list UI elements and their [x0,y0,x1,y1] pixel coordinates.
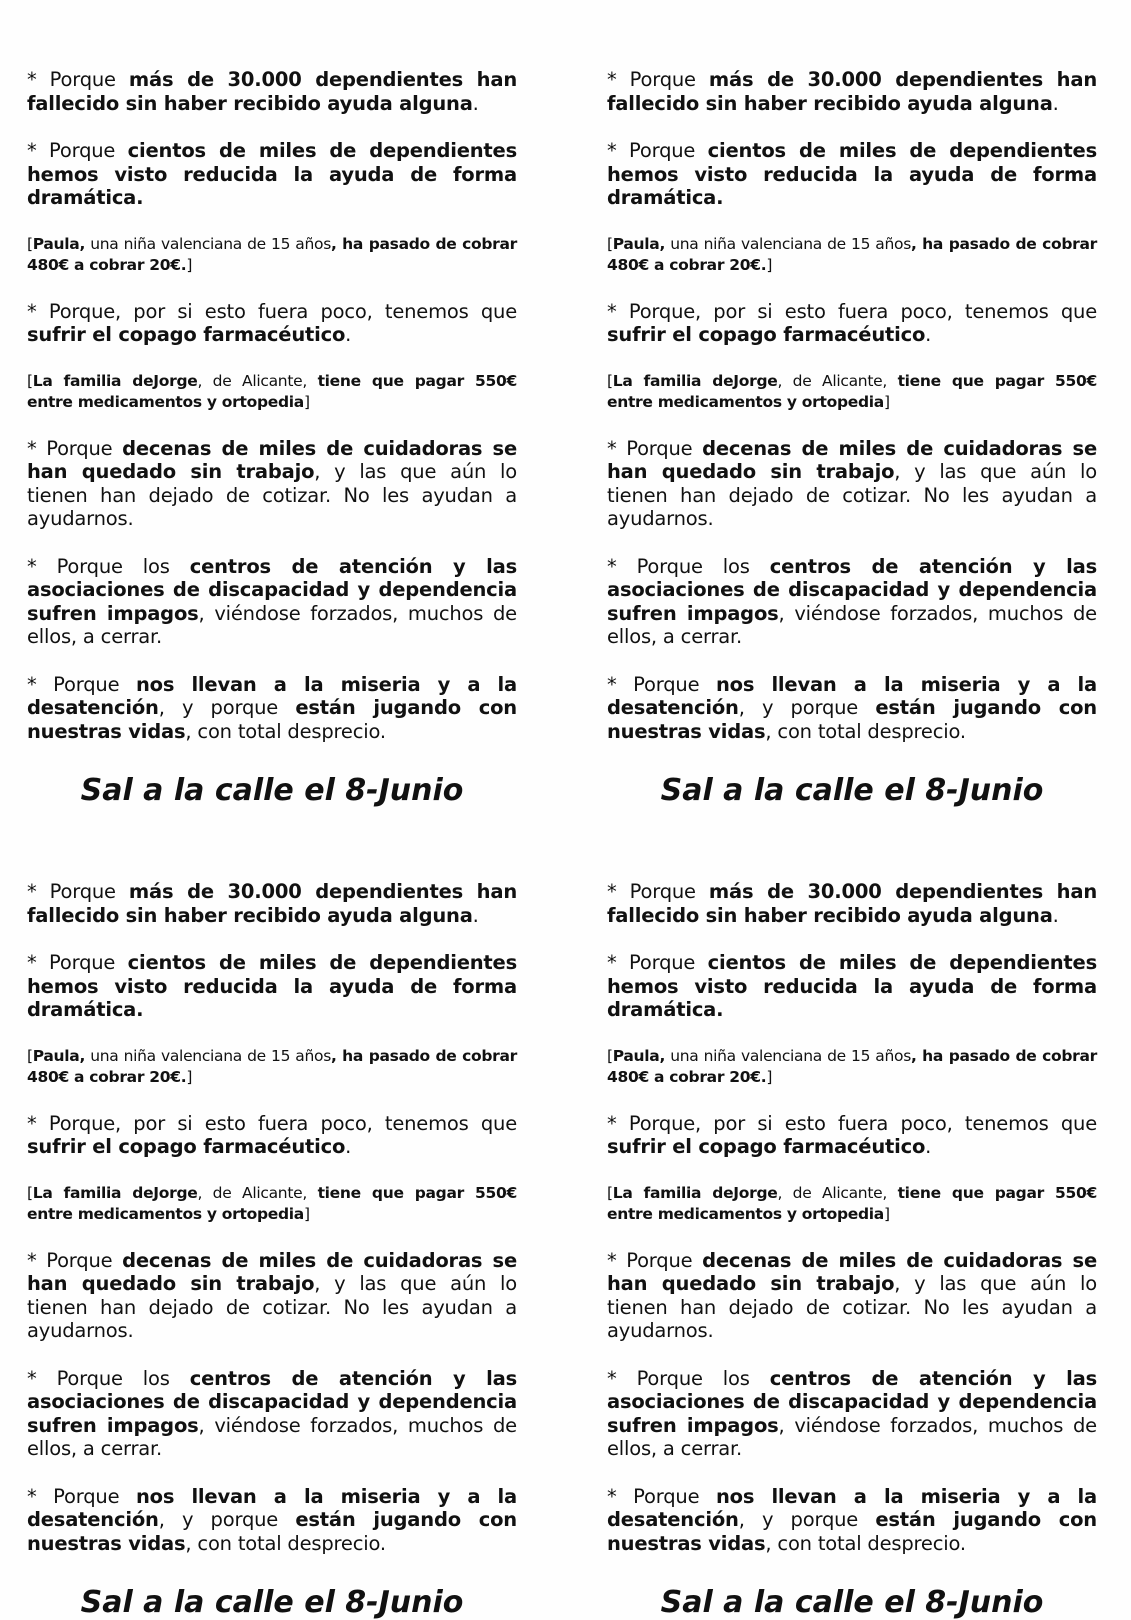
slogan: Sal a la calle el 8-Junio [80,1585,464,1620]
example-jorge: [La familia deJorge, de Alicante, tiene que pagar 550€ entre medicamentos y ortopedia] [27,371,517,411]
reason-6: * Porque nos llevan a la miseria y a la desatención, y porque están jugando con nuestras vidas, con total desprecio. [607,1484,1097,1555]
example-paula: [Paula, una niña valenciana de 15 años, ha pasado de cobrar 480€ a cobrar 20€.] [607,234,1097,274]
reason-2: * Porque cientos de miles de dependientes hemos visto reducida la ayuda de forma dramática. [607,139,1097,209]
reason-3: * Porque, por si esto fuera poco, tenemos que sufrir el copago farmacéutico. [607,1111,1097,1158]
reason-3: * Porque, por si esto fuera poco, tenemos que sufrir el copago farmacéutico. [27,299,517,346]
reason-4: * Porque decenas de miles de cuidadoras se han quedado sin trabajo, y las que aún lo tienen han dejado de cotizar. No les ayudan a ayudarnos. [607,1248,1097,1342]
slogan: Sal a la calle el 8-Junio [80,773,464,808]
example-paula: [Paula, una niña valenciana de 15 años, ha pasado de cobrar 480€ a cobrar 20€.] [607,1046,1097,1086]
reason-1: * Porque más de 30.000 dependientes han fallecido sin haber recibido ayuda alguna. [27,880,518,927]
example-paula: [Paula, una niña valenciana de 15 años, ha pasado de cobrar 480€ a cobrar 20€.] [27,1046,517,1086]
reason-3: * Porque, por si esto fuera poco, tenemos que sufrir el copago farmacéutico. [27,1111,517,1158]
example-paula: [Paula, una niña valenciana de 15 años, ha pasado de cobrar 480€ a cobrar 20€.] [27,234,517,274]
flyer-3 [27,880,517,1620]
reason-1: * Porque más de 30.000 dependientes han fallecido sin haber recibido ayuda alguna. [607,880,1098,927]
reason-4: * Porque decenas de miles de cuidadoras se han quedado sin trabajo, y las que aún lo tienen han dejado de cotizar. No les ayudan a ayudarnos. [27,436,517,530]
reason-1: * Porque más de 30.000 dependientes han fallecido sin haber recibido ayuda alguna. [607,68,1098,115]
reason-2: * Porque cientos de miles de dependientes hemos visto reducida la ayuda de forma dramática. [27,139,517,209]
reason-5: * Porque los centros de atención y las asociaciones de discapacidad y dependencia sufren impagos, viéndose forzados, muchos de ellos, a cerrar. [27,1366,518,1460]
reason-6: * Porque nos llevan a la miseria y a la desatención, y porque están jugando con nuestras vidas, con total desprecio. [607,672,1097,743]
flyer-2 [607,68,1097,808]
example-jorge: [La familia deJorge, de Alicante, tiene que pagar 550€ entre medicamentos y ortopedia] [607,1183,1097,1223]
slogan: Sal a la calle el 8-Junio [660,773,1044,808]
reason-4: * Porque decenas de miles de cuidadoras se han quedado sin trabajo, y las que aún lo tienen han dejado de cotizar. No les ayudan a ayudarnos. [607,436,1097,530]
slogan: Sal a la calle el 8-Junio [660,1585,1044,1620]
reason-2: * Porque cientos de miles de dependientes hemos visto reducida la ayuda de forma dramática. [607,951,1097,1021]
reason-5: * Porque los centros de atención y las asociaciones de discapacidad y dependencia sufren impagos, viéndose forzados, muchos de ellos, a cerrar. [607,554,1098,648]
reason-5: * Porque los centros de atención y las asociaciones de discapacidad y dependencia sufren impagos, viéndose forzados, muchos de ellos, a cerrar. [27,554,518,648]
flyer-4 [607,880,1097,1620]
reason-4: * Porque decenas de miles de cuidadoras se han quedado sin trabajo, y las que aún lo tienen han dejado de cotizar. No les ayudan a ayudarnos. [27,1248,517,1342]
reason-1: * Porque más de 30.000 dependientes han fallecido sin haber recibido ayuda alguna. [27,68,518,115]
reason-2: * Porque cientos de miles de dependientes hemos visto reducida la ayuda de forma dramática. [27,951,517,1021]
reason-5: * Porque los centros de atención y las asociaciones de discapacidad y dependencia sufren impagos, viéndose forzados, muchos de ellos, a cerrar. [607,1366,1098,1460]
reason-6: * Porque nos llevan a la miseria y a la desatención, y porque están jugando con nuestras vidas, con total desprecio. [27,1484,517,1555]
reason-6: * Porque nos llevan a la miseria y a la desatención, y porque están jugando con nuestras vidas, con total desprecio. [27,672,517,743]
reason-3: * Porque, por si esto fuera poco, tenemos que sufrir el copago farmacéutico. [607,299,1097,346]
example-jorge: [La familia deJorge, de Alicante, tiene que pagar 550€ entre medicamentos y ortopedia] [607,371,1097,411]
flyer-1 [27,68,517,808]
example-jorge: [La familia deJorge, de Alicante, tiene que pagar 550€ entre medicamentos y ortopedia] [27,1183,517,1223]
